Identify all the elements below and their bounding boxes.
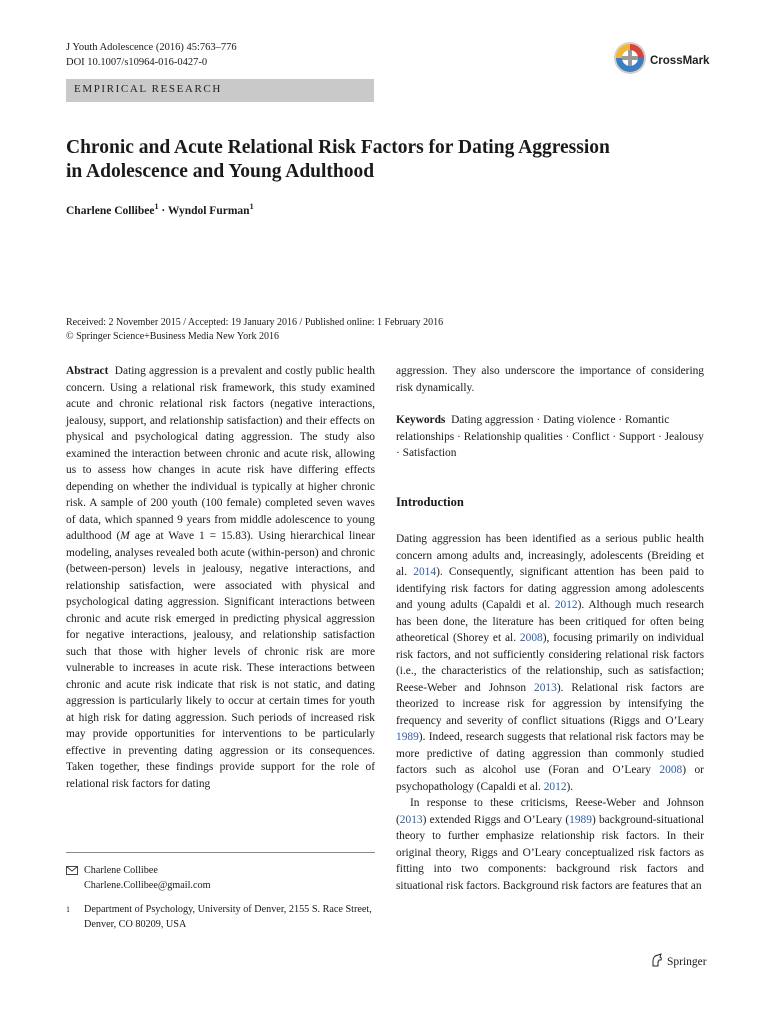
citation-link[interactable]: 2008: [659, 764, 683, 776]
paragraph-text: ). Consequently, significant attention has been paid to identifying risk factors for dating aggression among adolescents and young adults (Capaldi et al.: [396, 566, 704, 611]
paragraph-text: ) extended Riggs and O’Leary (: [422, 813, 570, 826]
crossmark-icon: [612, 40, 648, 81]
citation-link[interactable]: 2012: [554, 599, 578, 611]
affiliation-mark: 1: [154, 202, 159, 211]
paragraph-text: ). Indeed, research suggests that relational risk factors may be more predictive of dating aggression than commonly studied factors such as alcohol use (Foran and O’Leary: [396, 731, 704, 776]
keywords-text: Dating aggression · Dating violence · Romantic relationships · Relationship qualities · Conflict · Support · Jealousy · Satisfaction: [396, 414, 704, 459]
paragraph-text: Dating aggression has been identified as a serious public health concern among adults and, increasingly, adolescents (Breiding et al.: [396, 533, 704, 578]
section-label: EMPIRICAL RESEARCH: [74, 83, 222, 95]
affiliation-footnote: [66, 903, 375, 932]
title-line: Chronic and Acute Relational Risk Factors for Dating Aggression: [66, 137, 610, 158]
contact-email[interactable]: Charlene.Collibee@gmail.com: [84, 879, 211, 891]
title-line: in Adolescence and Young Adulthood: [66, 161, 375, 182]
paragraph-text: In response to these criticisms, Reese-Weber and Johnson (: [396, 797, 704, 826]
author-list: [66, 202, 254, 217]
springer-horse-icon: [650, 953, 667, 970]
author-separator: ·: [158, 204, 168, 217]
citation-link[interactable]: 1989: [396, 731, 419, 743]
paragraph-text: ) background-situational theory to further emphasize relationship risk factors. In their original theory, Riggs and O’Leary conceptualized risk factors as fitting into two components: background risk factors and situational risk factors. Background risk factors are features that an: [396, 813, 705, 892]
affiliation-text: Department of Psychology, University of Denver, 2155 S. Race Street, Denver, CO 80209, USA: [84, 904, 372, 930]
paragraph-text: ). Relational risk factors are theorized to increase risk for aggression by intensifying the frequency and severity of conflict situations (Riggs and O’Leary: [396, 681, 704, 727]
citation-link[interactable]: 1989: [569, 813, 592, 826]
intro-paragraph-2: [396, 795, 704, 894]
right-column: [396, 363, 704, 894]
citation-link[interactable]: 2013: [534, 681, 557, 694]
paragraph-text: ) or psychopathology (Capaldi et al.: [396, 764, 704, 793]
citation-link[interactable]: 2012: [543, 780, 567, 793]
paragraph-text: ). Although much research has been done, the literature has been critiqued for often being atheoretical (Shorey et al.: [396, 599, 704, 644]
crossmark-label: CrossMark: [650, 54, 710, 67]
publisher-name: Springer: [667, 955, 707, 968]
author-name[interactable]: Charlene Collibee: [66, 204, 155, 217]
copyright-line: © Springer Science+Business Media New York 2016: [66, 331, 279, 342]
abstract-text-cont: age at Wave 1 = 15.83). Using hierarchical linear modeling, analyses revealed both acute (within-person) and chronic (between-person) levels in jealousy, negative interactions, and relationship satisfaction, were associated with physical and psychological dating aggression. Significant interactions between chronic and acute risk emerged in predicting physical aggression for negative interactions, jealousy, and relationship satisfaction such that those with higher levels of chronic risk are more vulnerable to increases in acute risk. These interactions between chronic and acute risk indicate that risk is not static, and dating aggression is particularly likely to occur at certain times for youth at high risk for dating aggression. Such periods of increased risk may provide opportunities for interventions to be particularly effective in preventing dating aggression or its consequences. Taken together, these findings provide support for the role of relational risk factors for dating: [66, 530, 375, 790]
affiliation-number: 1: [66, 905, 70, 914]
publisher-logo: [650, 953, 707, 970]
affiliation-mark: 1: [249, 202, 254, 211]
crossmark-badge[interactable]: [612, 40, 709, 81]
abstract-text: Dating aggression is a prevalent and costly public health concern. Using a relational risk framework, this study examined acute and chronic relational risk factors (negative interactions, jealousy, support, and relationship satisfaction) and their effects on physical and psychological dating aggression. The study also examined the interaction between chronic and acute risk, allowing us to assess how changes in acute risk have differing effects depending on whether the individual is typically at higher chronic risk. A sample of 200 youth (100 female) completed seven waves of data, which spanned 9 years from middle adolescence to young adulthood (: [66, 365, 375, 542]
article-title: [66, 136, 706, 184]
keywords-label: Keywords: [396, 414, 446, 426]
corresponding-author: [66, 864, 375, 893]
publication-dates: Received: 2 November 2015 / Accepted: 19 January 2016 / Published online: 1 February 2016: [66, 317, 444, 328]
contact-name: Charlene Collibee: [84, 865, 158, 876]
citation-link[interactable]: 2008: [519, 632, 543, 644]
introduction-heading: Introduction: [396, 494, 464, 509]
citation-link[interactable]: 2013: [399, 813, 423, 826]
abstract-label: Abstract: [66, 365, 109, 377]
abstract-section: [66, 363, 375, 792]
abstract-continuation: aggression. They also underscore the importance of considering risk dynamically.: [396, 365, 704, 394]
journal-citation: J Youth Adolescence (2016) 45:763–776: [66, 42, 237, 53]
footnote-divider: [66, 852, 375, 853]
keywords-block: [396, 412, 704, 462]
doi-line: DOI 10.1007/s10964-016-0427-0: [66, 57, 208, 68]
section-banner: [66, 79, 374, 102]
paragraph-text: ), focusing primarily on individual risk factors, and not sufficiently considering relational risk factors (i.e., the characteristics of the relationship, such as satisfaction; Reese-Weber and Johnson: [396, 632, 704, 694]
envelope-icon: [66, 864, 84, 893]
intro-paragraph-1: [396, 531, 704, 795]
footnotes: [66, 864, 375, 932]
citation-link[interactable]: 2014: [413, 566, 437, 578]
paragraph-text: ).: [566, 780, 574, 793]
abstract-italic-m: M: [120, 530, 130, 542]
author-name[interactable]: Wyndol Furman: [167, 204, 250, 217]
